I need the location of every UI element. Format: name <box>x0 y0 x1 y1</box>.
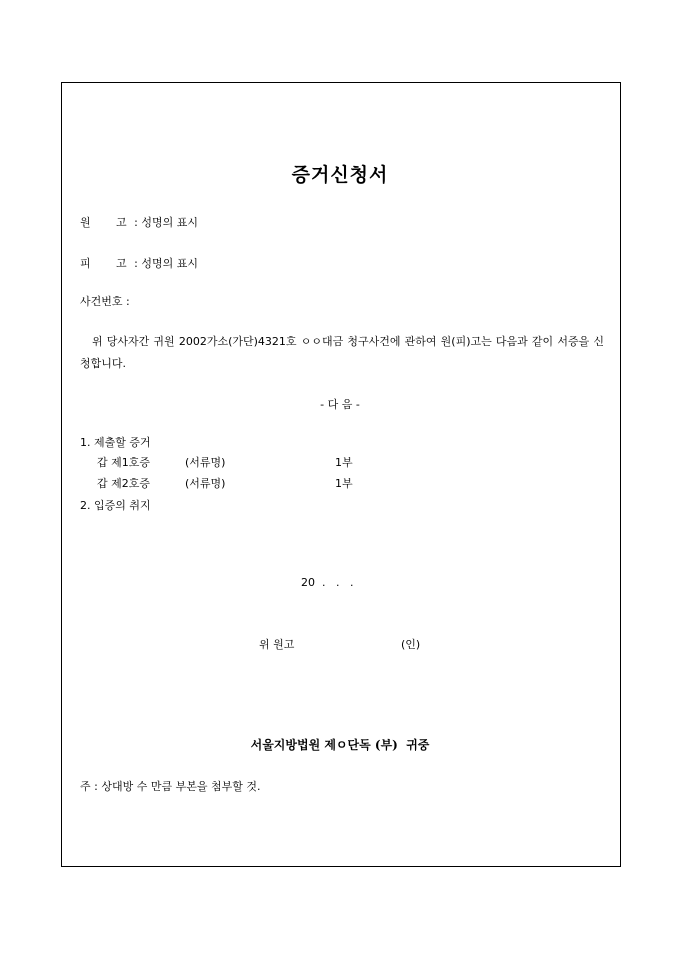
footnote: 주 : 상대방 수 만큼 부본을 첨부할 것. <box>80 780 261 793</box>
defendant-row <box>80 255 198 271</box>
section2-heading: 2. 입증의 취지 <box>80 499 151 512</box>
date-line: 20 . . . <box>301 576 354 589</box>
evidence-item <box>97 454 353 470</box>
evidence-item <box>97 475 353 491</box>
evidence-count: 1부 <box>335 477 353 490</box>
document-title: 증거신청서 <box>291 164 389 186</box>
plaintiff-row <box>80 214 198 230</box>
signer-label: 위 원고 <box>259 638 295 651</box>
evidence-count: 1부 <box>335 456 353 469</box>
plaintiff-label-b: 고 <box>116 216 127 229</box>
case-number-label: 사건번호 : <box>80 295 130 308</box>
seal-mark: (인) <box>401 638 421 651</box>
defendant-value: : 성명의 표시 <box>134 257 198 270</box>
evidence-doc: (서류명) <box>185 477 226 490</box>
plaintiff-label-a: 원 <box>80 216 91 229</box>
next-heading: - 다 음 - <box>320 398 360 411</box>
plaintiff-value: : 성명의 표시 <box>134 216 198 229</box>
section1-heading: 1. 제출할 증거 <box>80 436 151 449</box>
defendant-label-a: 피 <box>80 257 91 270</box>
evidence-name: 갑 제1호증 <box>97 456 150 469</box>
evidence-name: 갑 제2호증 <box>97 477 150 490</box>
body-paragraph: 위 당사자간 귀원 2002가소(가단)4321호 ㅇㅇ대금 청구사건에 관하여 원(피)고는 다음과 같이 서증을 신청합니다. <box>80 335 604 370</box>
court-addressee: 서울지방법원 제ㅇ단독 (부) 귀중 <box>250 738 430 752</box>
evidence-doc: (서류명) <box>185 456 226 469</box>
signer-line <box>259 636 420 652</box>
defendant-label-b: 고 <box>116 257 127 270</box>
